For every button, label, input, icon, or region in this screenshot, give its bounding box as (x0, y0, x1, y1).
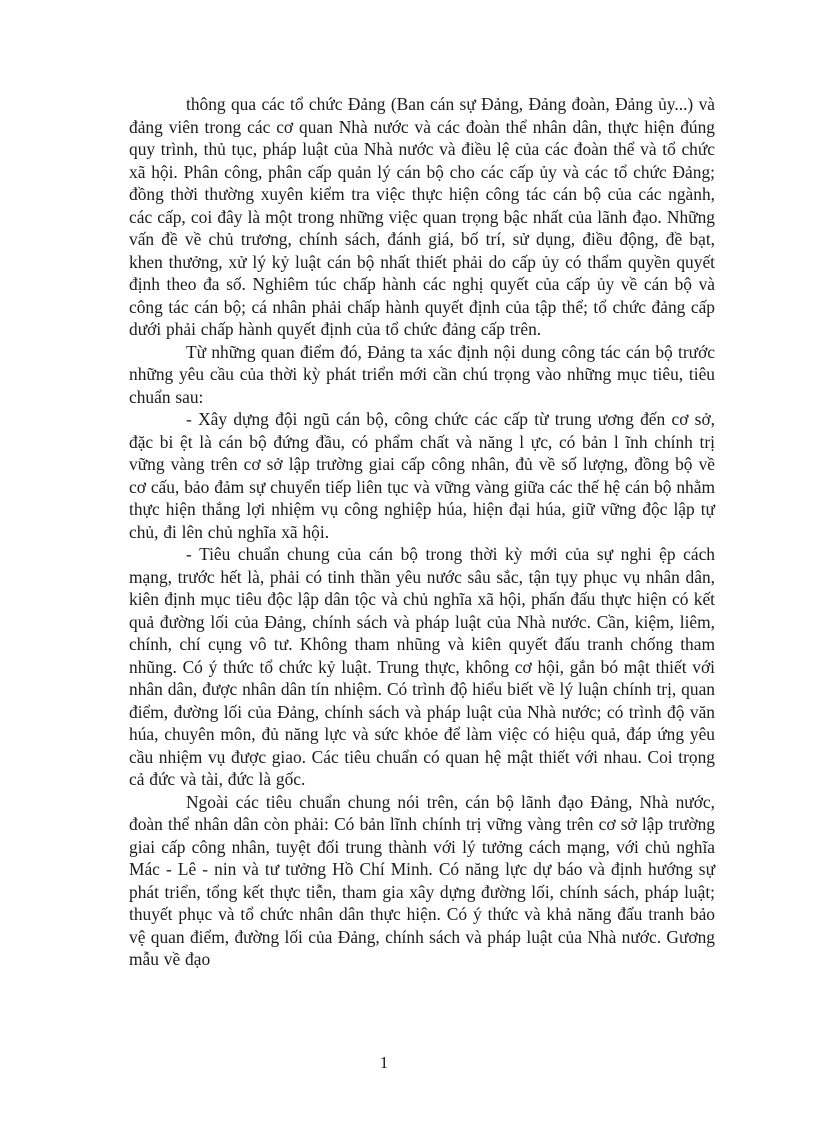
page-footer (0, 1052, 768, 1074)
paragraph: Ngoài các tiêu chuẩn chung nói trên, cán bộ lãnh đạo Đảng, Nhà nước, đoàn thể nhân dân còn phải: Có bản lĩnh chính trị vững vàng trên cơ sở lập trường giai cấp công nhân, tuyệt đối trung thành với lý tưởng cách mạng, với chủ nghĩa Mác - Lê - nin và tư tưởng Hồ Chí Minh. Có năng lực dự báo và định hướng sự phát triển, tổng kết thực tiễn, tham gia xây dựng đường lối, chính sách, pháp luật; thuyết phục và tổ chức nhân dân thực hiện. Có ý thức và khả năng đấu tranh bảo vệ quan điểm, đường lối của Đảng, chính sách và pháp luật của Nhà nước. Gương mẫu về đạo (129, 791, 715, 969)
paragraph: thông qua các tổ chức Đảng (Ban cán sự Đảng, Đảng đoàn, Đảng ủy...) và đảng viên trong các cơ quan Nhà nước và các đoàn thể nhân dân, thực hiện đúng quy trình, thủ tục, pháp luật của Nhà nước và điều lệ của các đoàn thể và tổ chức xã hội. Phân công, phân cấp quản lý cán bộ cho các cấp ủy và các tổ chức Đảng; đồng thời thường xuyên kiểm tra việc thực hiện công tác cán bộ của các ngành, các cấp, coi đây là một trong những việc quan trọng bậc nhất của lãnh đạo. Những vấn đề về chủ trương, chính sách, đánh giá, bố trí, sử dụng, điều động, đề bạt, khen thưởng, xử lý kỷ luật cán bộ nhất thiết phải do cấp ủy có thẩm quyền quyết định theo đa số. Nghiêm túc chấp hành các nghị quyết của cấp ủy về cán bộ và công tác cán bộ; cá nhân phải chấp hành quyết định của tập thể; tổ chức đảng cấp dưới phải chấp hành quyết định của tổ chức đảng cấp trên. (129, 94, 715, 339)
page-body-text (129, 93, 715, 971)
paragraph: Từ những quan điểm đó, Đảng ta xác định nội dung công tác cán bộ trước những yêu cầu của thời kỳ phát triển mới cần chú trọng vào những mục tiêu, tiêu chuẩn sau: (129, 341, 715, 407)
page-number: 1 (379, 1053, 389, 1072)
paragraph: - Tiêu chuẩn chung của cán bộ trong thời kỳ mới của sự nghi ệp cách mạng, trước hết là, phải có tinh thần yêu nước sâu sắc, tận tụy phục vụ nhân dân, kiên định mục tiêu độc lập dân tộc và chủ nghĩa xã hội, phấn đấu thực hiện có kết quả đường lối của Đảng, chính sách và pháp luật của Nhà nước. Cần, kiệm, liêm, chính, chí cụng vô tư. Không tham nhũng và kiên quyết đấu tranh chống tham nhũng. Có ý thức tổ chức kỷ luật. Trung thực, không cơ hội, gắn bó mật thiết với nhân dân, được nhân dân tín nhiệm. Có trình độ hiểu biết về lý luận chính trị, quan điểm, đường lối của Đảng, chính sách và pháp luật của Nhà nước; có trình độ văn húa, chuyên môn, đủ năng lực và sức khỏe để làm việc có hiệu quả, đáp ứng yêu cầu nhiệm vụ được giao. Các tiêu chuẩn có quan hệ mật thiết với nhau. Coi trọng cả đức và tài, đức là gốc. (129, 544, 715, 789)
paragraph: - Xây dựng đội ngũ cán bộ, công chức các cấp từ trung ương đến cơ sở, đặc bi ệt là cán bộ đứng đầu, có phẩm chất và năng l ực, có bản l ĩnh chính trị vững vàng trên cơ sở lập trường giai cấp công nhân, đủ về số lượng, đồng bộ về cơ cấu, bảo đảm sự chuyển tiếp liên tục và vững vàng giữa các thế hệ cán bộ nhằm thực hiện thắng lợi nhiệm vụ công nghiệp húa, hiện đại húa, giữ vững độc lập tự chủ, đi lên chủ nghĩa xã hội. (129, 409, 715, 542)
